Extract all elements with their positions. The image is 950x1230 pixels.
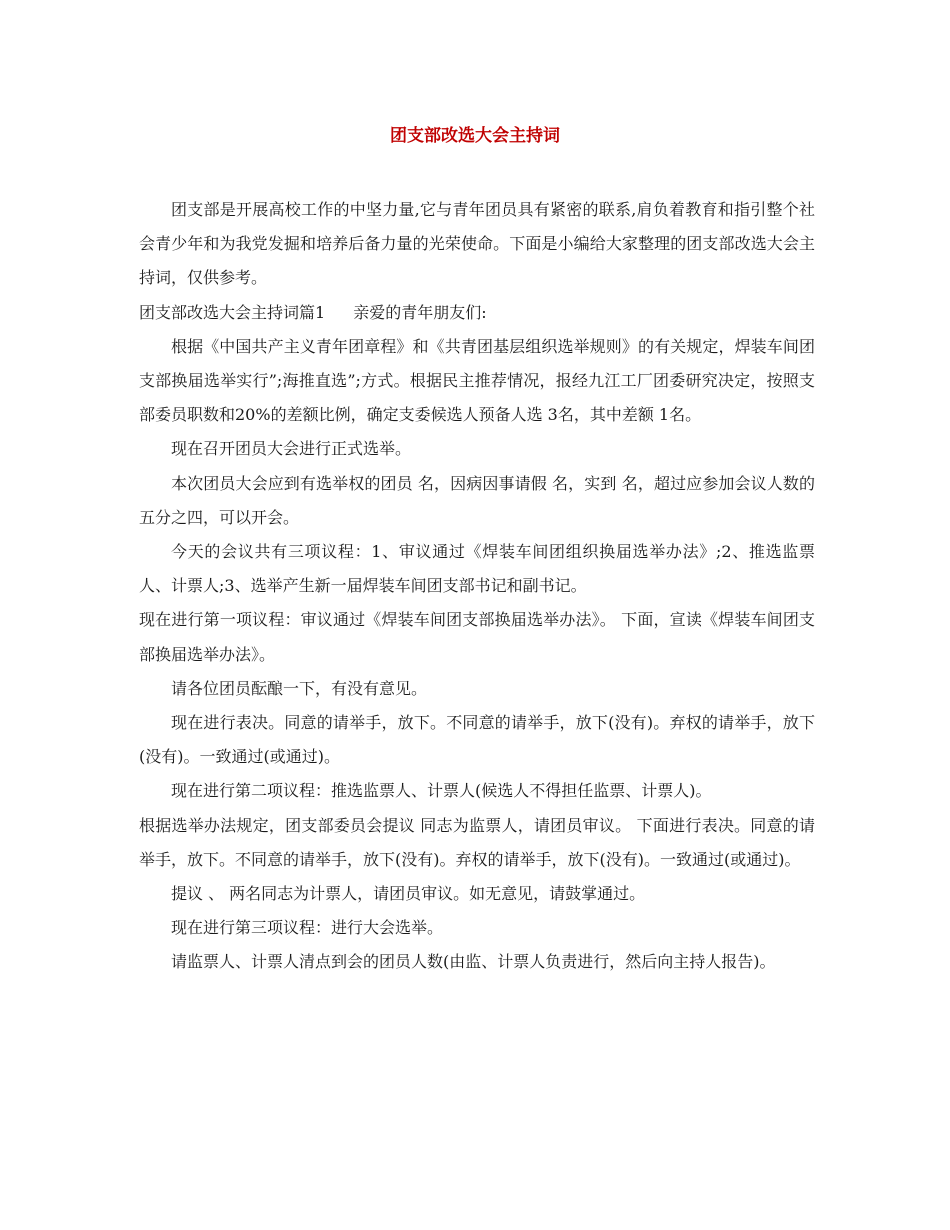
body-paragraph: 提议 、 两名同志为计票人，请团员审议。如无意见，请鼓掌通过。 (171, 884, 646, 904)
body-paragraph: 现在进行第二项议程：推选监票人、计票人(候选人不得担任监票、计票人)。 (171, 781, 712, 801)
body-paragraph: 现在进行第三项议程：进行大会选举。 (171, 918, 444, 938)
body-paragraph: 本次团员大会应到有选举权的团员 名，因病因事请假 名，实到 名，超过应参加会议人数的五分之四，可以开会。 (139, 473, 815, 527)
body-paragraph: 今天的会议共有三项议程：1、审议通过《焊装车间团组织换届选举办法》;2、推选监票人、计票人;3、选举产生新一届焊装车间团支部书记和副书记。 (139, 542, 815, 596)
body-paragraph: 请监票人、计票人清点到会的团员人数(由监、计票人负责进行，然后向主持人报告)。 (171, 952, 776, 972)
body-paragraph: 请各位团员酝酿一下，有没有意见。 (171, 678, 428, 698)
intro-paragraph: 团支部是开展高校工作的中坚力量,它与青年团员具有紧密的联系,肩负着教育和指引整个社会青少年和为我党发掘和培养后备力量的光荣使命。下面是小编给大家整理的团支部改选大会主持词，仅供参考。 (139, 200, 815, 288)
body-paragraph: 现在进行第一项议程：审议通过《焊装车间团支部换届选举办法》。 下面，宣读《焊装车间团支部换届选举办法》。 (139, 610, 815, 664)
document-body (139, 193, 815, 980)
section-heading: 团支部改选大会主持词篇1 (139, 302, 326, 322)
body-paragraph: 根据《中国共产主义青年团章程》和《共青团基层组织选举规则》的有关规定，焊装车间团支部换届选举实行”;海推直选”;方式。根据民主推荐情况，报经九江工厂团委研究决定，按照支部委员职数和20%的差额比例，确定支委候选人预备人选 3名，其中差额 1名。 (139, 336, 815, 425)
section-heading-line (139, 296, 815, 330)
body-paragraph: 现在召开团员大会进行正式选举。 (171, 439, 412, 459)
body-paragraph: 现在进行表决。同意的请举手，放下。不同意的请举手，放下(没有)。弃权的请举手，放下(没有)。一致通过(或通过)。 (139, 713, 815, 767)
document-title: 团支部改选大会主持词 (390, 126, 560, 146)
greeting: 亲爱的青年朋友们: (353, 302, 487, 322)
body-paragraph: 根据选举办法规定，团支部委员会提议 同志为监票人，请团员审议。 下面进行表决。同意的请举手，放下。不同意的请举手，放下(没有)。弃权的请举手，放下(没有)。一致通过(或通过)。 (139, 815, 815, 869)
